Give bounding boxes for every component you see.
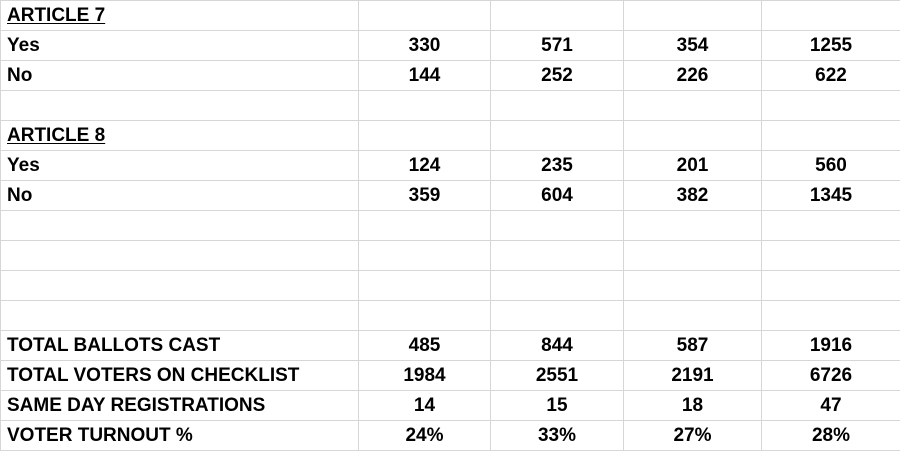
empty-row	[1, 91, 900, 121]
table-row	[1, 31, 900, 61]
value-cell[interactable]	[762, 121, 900, 151]
table-row	[1, 391, 900, 421]
row-label-cell[interactable]: TOTAL BALLOTS CAST	[1, 331, 359, 361]
value-cell[interactable]: 14	[359, 391, 491, 421]
row-label-cell[interactable]	[1, 91, 359, 121]
section-heading: ARTICLE 7	[7, 5, 105, 26]
value-cell[interactable]	[359, 301, 491, 331]
value-cell[interactable]: 124	[359, 151, 491, 181]
value-cell[interactable]: 27%	[624, 421, 762, 451]
value-cell[interactable]	[624, 301, 762, 331]
value-cell[interactable]: 587	[624, 331, 762, 361]
table-row	[1, 181, 900, 211]
value-cell[interactable]: 6726	[762, 361, 900, 391]
section-heading-row	[1, 121, 900, 151]
value-cell[interactable]: 2191	[624, 361, 762, 391]
row-label-cell[interactable]: Yes	[1, 31, 359, 61]
empty-row	[1, 211, 900, 241]
value-cell[interactable]	[491, 301, 624, 331]
empty-row	[1, 301, 900, 331]
row-label-cell[interactable]: SAME DAY REGISTRATIONS	[1, 391, 359, 421]
value-cell[interactable]: 1345	[762, 181, 900, 211]
value-cell[interactable]: 226	[624, 61, 762, 91]
value-cell[interactable]: 252	[491, 61, 624, 91]
value-cell[interactable]: 359	[359, 181, 491, 211]
row-label-cell[interactable]	[1, 271, 359, 301]
value-cell[interactable]: 235	[491, 151, 624, 181]
value-cell[interactable]	[359, 91, 491, 121]
value-cell[interactable]	[359, 1, 491, 31]
value-cell[interactable]: 15	[491, 391, 624, 421]
section-heading-row	[1, 1, 900, 31]
row-label-cell[interactable]	[1, 121, 359, 151]
value-cell[interactable]	[762, 211, 900, 241]
value-cell[interactable]	[491, 121, 624, 151]
value-cell[interactable]: 47	[762, 391, 900, 421]
value-cell[interactable]: 1916	[762, 331, 900, 361]
table-row	[1, 61, 900, 91]
value-cell[interactable]	[359, 271, 491, 301]
value-cell[interactable]: 28%	[762, 421, 900, 451]
row-label-cell[interactable]	[1, 1, 359, 31]
value-cell[interactable]: 330	[359, 31, 491, 61]
row-label-cell[interactable]: No	[1, 61, 359, 91]
row-label-cell[interactable]: Yes	[1, 151, 359, 181]
value-cell[interactable]: 1984	[359, 361, 491, 391]
value-cell[interactable]	[359, 241, 491, 271]
value-cell[interactable]: 844	[491, 331, 624, 361]
value-cell[interactable]: 144	[359, 61, 491, 91]
value-cell[interactable]: 354	[624, 31, 762, 61]
value-cell[interactable]	[762, 301, 900, 331]
empty-row	[1, 271, 900, 301]
value-cell[interactable]	[491, 271, 624, 301]
value-cell[interactable]: 382	[624, 181, 762, 211]
value-cell[interactable]	[762, 241, 900, 271]
value-cell[interactable]: 201	[624, 151, 762, 181]
table-row	[1, 331, 900, 361]
table-row	[1, 151, 900, 181]
value-cell[interactable]	[624, 1, 762, 31]
value-cell[interactable]: 18	[624, 391, 762, 421]
value-cell[interactable]	[491, 1, 624, 31]
value-cell[interactable]	[762, 271, 900, 301]
table-row	[1, 421, 900, 451]
section-heading: ARTICLE 8	[7, 125, 105, 146]
value-cell[interactable]	[491, 91, 624, 121]
value-cell[interactable]	[624, 91, 762, 121]
row-label-cell[interactable]: TOTAL VOTERS ON CHECKLIST	[1, 361, 359, 391]
value-cell[interactable]	[624, 241, 762, 271]
value-cell[interactable]	[624, 271, 762, 301]
value-cell[interactable]: 33%	[491, 421, 624, 451]
value-cell[interactable]: 24%	[359, 421, 491, 451]
row-label-cell[interactable]: VOTER TURNOUT %	[1, 421, 359, 451]
row-label-cell[interactable]: No	[1, 181, 359, 211]
value-cell[interactable]	[762, 91, 900, 121]
row-label-cell[interactable]	[1, 301, 359, 331]
value-cell[interactable]: 571	[491, 31, 624, 61]
value-cell[interactable]	[624, 121, 762, 151]
value-cell[interactable]: 485	[359, 331, 491, 361]
value-cell[interactable]	[624, 211, 762, 241]
sheet-body	[1, 1, 900, 451]
value-cell[interactable]: 560	[762, 151, 900, 181]
value-cell[interactable]: 622	[762, 61, 900, 91]
table-row	[1, 361, 900, 391]
value-cell[interactable]: 1255	[762, 31, 900, 61]
row-label-cell[interactable]	[1, 211, 359, 241]
value-cell[interactable]: 604	[491, 181, 624, 211]
value-cell[interactable]	[491, 241, 624, 271]
value-cell[interactable]	[762, 1, 900, 31]
empty-row	[1, 241, 900, 271]
value-cell[interactable]	[359, 121, 491, 151]
value-cell[interactable]	[359, 211, 491, 241]
value-cell[interactable]	[491, 211, 624, 241]
row-label-cell[interactable]	[1, 241, 359, 271]
value-cell[interactable]: 2551	[491, 361, 624, 391]
